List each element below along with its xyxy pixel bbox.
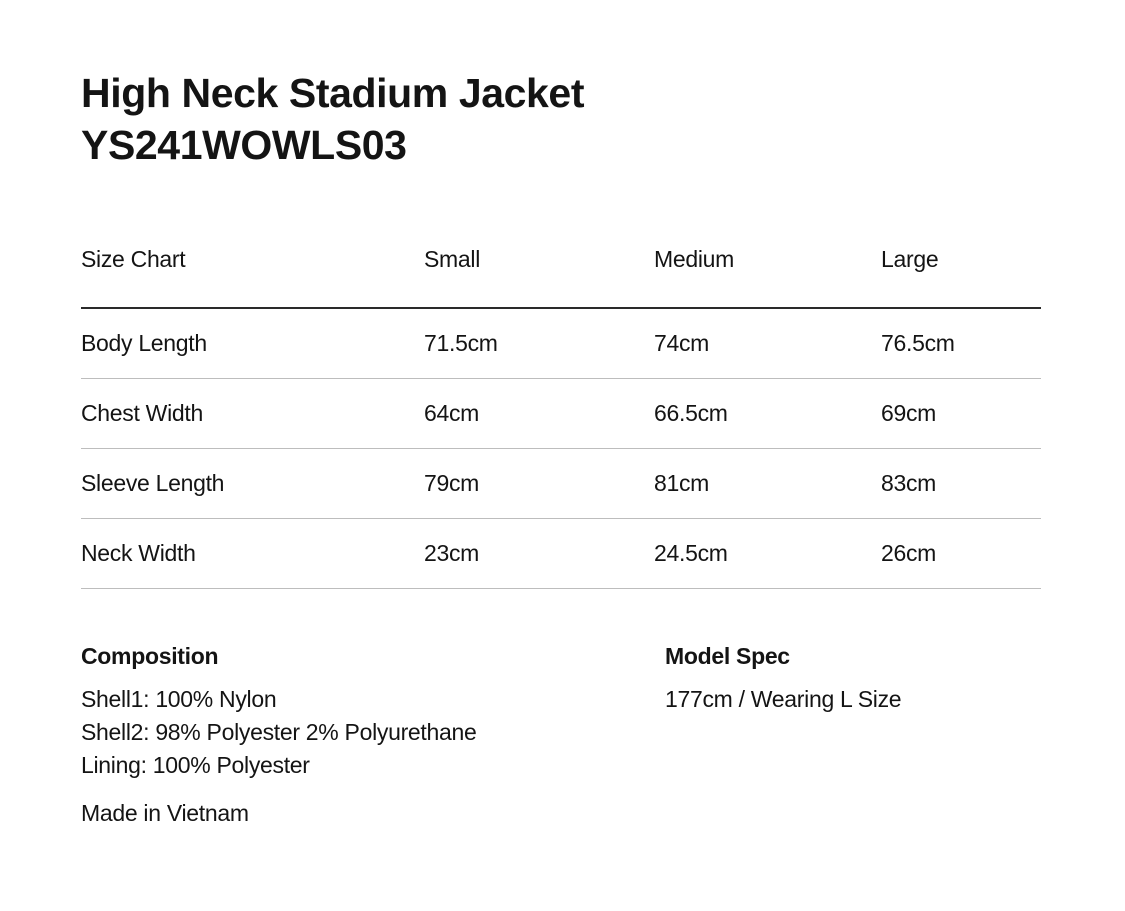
medium-value: 66.5cm: [654, 378, 881, 448]
medium-value: 81cm: [654, 448, 881, 518]
size-chart-header-row: [81, 226, 1041, 308]
composition-heading: Composition: [81, 643, 219, 669]
table-row: [81, 308, 1041, 378]
origin-text: Made in Vietnam: [81, 800, 249, 826]
table-row: [81, 448, 1041, 518]
composition-line: Shell1: 100% Nylon: [81, 686, 277, 712]
small-value: 71.5cm: [424, 308, 654, 378]
table-row: [81, 378, 1041, 448]
model-spec-heading: Model Spec: [665, 643, 790, 669]
small-value: 64cm: [424, 378, 654, 448]
size-large-header: Large: [881, 226, 1041, 308]
row-label: Body Length: [81, 308, 424, 378]
row-label: Neck Width: [81, 518, 424, 588]
composition-list: [81, 683, 476, 782]
size-small-header: Small: [424, 226, 654, 308]
size-chart-header: Size Chart: [81, 226, 424, 308]
large-value: 76.5cm: [881, 308, 1041, 378]
medium-value: 74cm: [654, 308, 881, 378]
large-value: 69cm: [881, 378, 1041, 448]
composition-line: Lining: 100% Polyester: [81, 752, 310, 778]
model-spec-text: 177cm / Wearing L Size: [665, 686, 902, 712]
table-row: [81, 518, 1041, 588]
size-medium-header: Medium: [654, 226, 881, 308]
medium-value: 24.5cm: [654, 518, 881, 588]
product-code: YS241WOWLS03: [81, 122, 407, 168]
row-label: Chest Width: [81, 378, 424, 448]
size-chart-table: [81, 226, 1041, 589]
product-name: High Neck Stadium Jacket: [81, 70, 585, 116]
row-label: Sleeve Length: [81, 448, 424, 518]
composition-line: Shell2: 98% Polyester 2% Polyurethane: [81, 719, 477, 745]
large-value: 83cm: [881, 448, 1041, 518]
small-value: 79cm: [424, 448, 654, 518]
large-value: 26cm: [881, 518, 1041, 588]
small-value: 23cm: [424, 518, 654, 588]
